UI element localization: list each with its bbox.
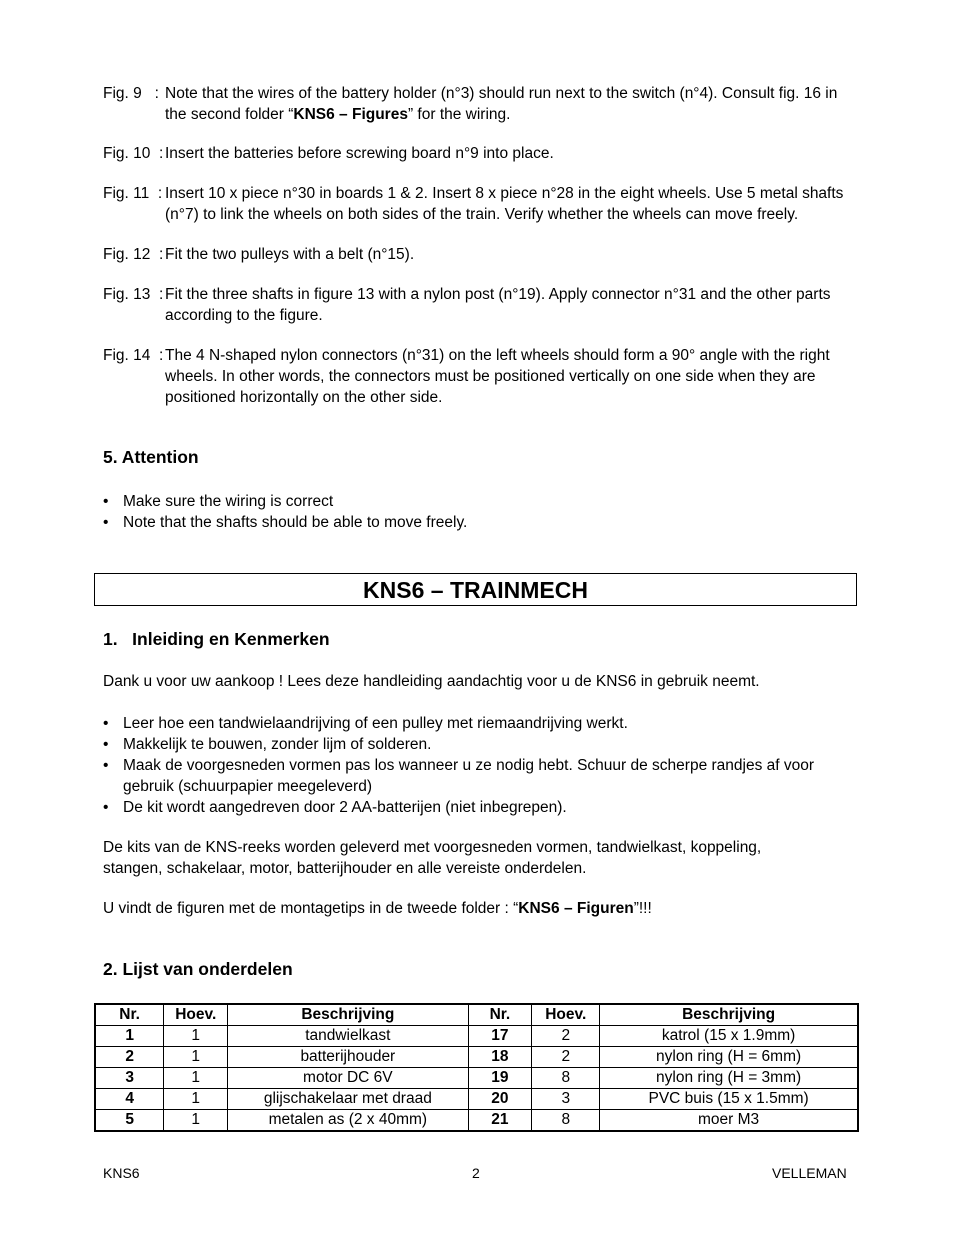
fig-label: Fig. 12 — [103, 246, 151, 263]
list-item — [103, 713, 863, 734]
table-cell: 1 — [164, 1047, 228, 1068]
fig-note-9: Fig. 9 : Note that the wires of the battery holder (n°3) should run next to the switch (n°4). Consult fig. 16 in the second folder “KNS6 – Figures” for the wiring. — [103, 85, 838, 123]
intro-kits: De kits van de KNS-reeks worden geleverd met voorgesneden vormen, tandwielkast, koppeling, stangen, schakelaar, motor, batterijhouder en alle vereiste onderdelen. — [103, 839, 762, 877]
table-cell: 17 — [468, 1026, 532, 1047]
intro-figures-note — [103, 898, 863, 919]
fig-text: Insert the batteries before screwing board n°9 into place. — [165, 145, 554, 162]
intro-heading — [103, 629, 330, 650]
list-item — [103, 734, 863, 755]
fig-text: Insert 10 x piece n°30 in boards 1 & 2. Insert 8 x piece n°28 in the eight wheels. Use 5 metal shafts (n°7) to link the wheels on both sides of the train. Verify whether the wheels can move freely. — [165, 185, 844, 223]
intro-figures-text: U vindt de figuren met de montagetips in de tweede folder : “ — [103, 900, 519, 917]
table-cell: 8 — [532, 1110, 600, 1132]
fig-text: The 4 N-shaped nylon connectors (n°31) on the left wheels should form a 90° angle with the right wheels. In other words, the connectors must be positioned vertically on one side when they are positioned horizontally on the other side. — [165, 347, 830, 406]
fig-text: Fit the three shafts in figure 13 with a nylon post (n°19). Apply connector n°31 and the other parts according to the figure. — [165, 286, 831, 324]
column-header: Nr. — [95, 1004, 164, 1026]
fig-label: Fig. 11 — [103, 185, 150, 202]
fig-text-bold: KNS6 – Figures — [293, 106, 408, 123]
intro-heading-text: 1. Inleiding en Kenmerken — [103, 629, 330, 649]
list-item-text: De kit wordt aangedreven door 2 AA-batterijen (niet inbegrepen). — [123, 799, 567, 816]
table-cell: 18 — [468, 1047, 532, 1068]
table-cell: 1 — [164, 1026, 228, 1047]
fig-note-10: Fig. 10 : Insert the batteries before screwing board n°9 into place. — [103, 145, 554, 162]
fig-text: Fit the two pulleys with a belt (n°15). — [165, 246, 415, 263]
table-cell: 5 — [95, 1110, 164, 1132]
parts-heading: 2. Lijst van onderdelen — [103, 959, 293, 979]
table-cell: glijschakelaar met draad — [228, 1089, 468, 1110]
table-cell: katrol (15 x 1.9mm) — [600, 1026, 858, 1047]
table-cell: 4 — [95, 1089, 164, 1110]
table-row — [95, 1047, 858, 1068]
table-cell: nylon ring (H = 6mm) — [600, 1047, 858, 1068]
table-cell: 19 — [468, 1068, 532, 1089]
intro-thanks: Dank u voor uw aankoop ! Lees deze handleiding aandachtig voor u de KNS6 in gebruik neemt. — [103, 673, 760, 690]
table-cell: 3 — [95, 1068, 164, 1089]
list-item-text: Note that the shafts should be able to move freely. — [123, 514, 468, 531]
bullet-icon: • — [103, 736, 109, 753]
table-cell: 1 — [164, 1110, 228, 1132]
table-cell: batterijhouder — [228, 1047, 468, 1068]
table-cell: moer M3 — [600, 1110, 858, 1132]
table-cell: nylon ring (H = 3mm) — [600, 1068, 858, 1089]
section-banner: KNS6 – TRAINMECH — [94, 573, 857, 606]
list-item-text: Maak de voorgesneden vormen pas los wanneer u ze nodig hebt. Schuur de scherpe randjes af voor gebruik (schuurpapier meegeleverd) — [123, 757, 815, 795]
fig-note-13: Fig. 13 : Fit the three shafts in figure 13 with a nylon post (n°19). Apply connector n°31 and the other parts according to the figure. — [103, 286, 831, 324]
fig-note-14: Fig. 14 : The 4 N-shaped nylon connectors (n°31) on the left wheels should form a 90° angle with the right wheels. In other words, the connectors must be positioned vertically on one side when they are positioned horizontally on the other side. — [103, 347, 830, 406]
list-item-text: Leer hoe een tandwielaandrijving of een pulley met riemaandrijving werkt. — [123, 715, 628, 732]
table-row — [95, 1110, 858, 1132]
list-item-text: Make sure the wiring is correct — [123, 493, 334, 510]
table-row — [95, 1068, 858, 1089]
table-cell: tandwielkast — [228, 1026, 468, 1047]
list-item — [103, 512, 863, 533]
parts-table — [94, 1003, 859, 1132]
fig-label: Fig. 9 — [103, 85, 142, 102]
column-header: Hoev. — [532, 1004, 600, 1026]
table-cell: 3 — [532, 1089, 600, 1110]
table-cell: metalen as (2 x 40mm) — [228, 1110, 468, 1132]
bullet-icon: • — [103, 493, 109, 510]
bullet-icon: • — [103, 514, 109, 531]
table-cell: 2 — [532, 1026, 600, 1047]
fig-text-end: ” for the wiring. — [407, 106, 511, 123]
column-header: Beschrijving — [600, 1004, 858, 1026]
intro-figures-bold: KNS6 – Figuren — [518, 900, 634, 917]
table-cell: 8 — [532, 1068, 600, 1089]
table-cell: 1 — [164, 1089, 228, 1110]
bullet-icon: • — [103, 799, 109, 816]
footer-page-number: 2 — [472, 1165, 480, 1181]
list-item — [103, 491, 863, 512]
fig-note-11: Fig. 11 : Insert 10 x piece n°30 in boards 1 & 2. Insert 8 x piece n°28 in the eight wheels. Use 5 metal shafts (n°7) to link the wheels on both sides of the train. Verify whether the wheels can move freely. — [103, 185, 844, 223]
bullet-icon: • — [103, 715, 109, 732]
column-header: Beschrijving — [228, 1004, 468, 1026]
table-cell: 1 — [95, 1026, 164, 1047]
table-cell: motor DC 6V — [228, 1068, 468, 1089]
fig-label: Fig. 10 — [103, 145, 151, 162]
list-item — [103, 755, 863, 797]
table-cell: PVC buis (15 x 1.5mm) — [600, 1089, 858, 1110]
fig-label: Fig. 13 — [103, 286, 151, 303]
table-row — [95, 1026, 858, 1047]
table-cell: 2 — [95, 1047, 164, 1068]
footer-brand: VELLEMAN — [772, 1165, 847, 1181]
table-cell: 20 — [468, 1089, 532, 1110]
fig-label: Fig. 14 — [103, 347, 151, 364]
table-cell: 2 — [532, 1047, 600, 1068]
table-cell: 21 — [468, 1110, 532, 1132]
fig-note-12: Fig. 12 : Fit the two pulleys with a belt (n°15). — [103, 246, 415, 263]
attention-heading: 5. Attention — [103, 447, 199, 467]
column-header: Nr. — [468, 1004, 532, 1026]
list-item — [103, 797, 863, 818]
fig-text: Note that the wires of the battery holder (n°3) should run next to the switch (n°4). Consult fig. 16 in the second folder “ — [165, 85, 838, 123]
bullet-icon: • — [103, 757, 109, 774]
list-item-text: Makkelijk te bouwen, zonder lijm of solderen. — [123, 736, 432, 753]
footer-product: KNS6 — [103, 1165, 140, 1181]
intro-figures-end: ”!!! — [633, 900, 652, 917]
table-header-row — [95, 1004, 858, 1026]
table-row — [95, 1089, 858, 1110]
table-cell: 1 — [164, 1068, 228, 1089]
column-header: Hoev. — [164, 1004, 228, 1026]
